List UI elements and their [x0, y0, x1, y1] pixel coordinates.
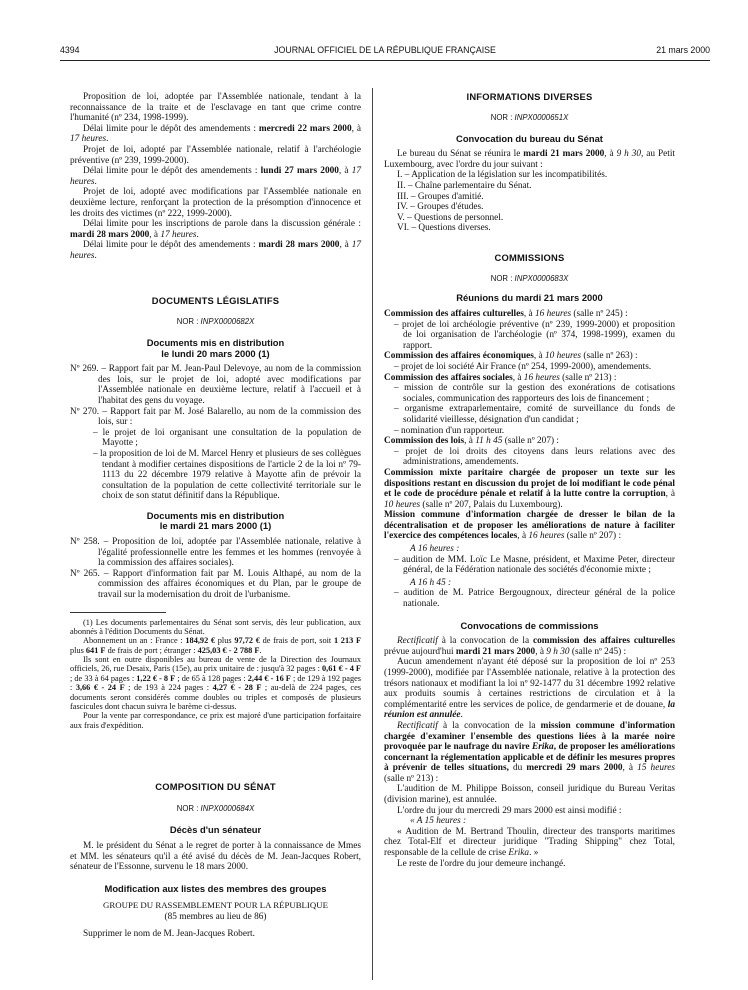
page-number: 4394: [60, 45, 80, 55]
body-paragraph: Aucun amendement n'ayant été déposé sur la proposition de loi nº 253 (1999-2000), modifiée par l'Assemblée nationale, relative à la protection des trésors nationaux et modifiant la loi nº 92-1477 du 31 décembre 1992 relative aux produits soumis à certaines restrictions de circulation et à la complémentarité entre les services de police, de gendarmerie et de douane, la réunion est annulée.: [384, 657, 675, 721]
body-paragraph: Supprimer le nom de M. Jean-Jacques Robert.: [83, 929, 255, 940]
section-title: COMPOSITION DU SÉNAT: [155, 781, 276, 792]
subsection-title: Modification aux listes des membres des groupes: [104, 882, 327, 894]
commission-entry: Commission mixte paritaire chargée de proposer un texte sur les dispositions restant en discussion du projet de loi modifiant le code pénal et le code de procédure pénale et relatif à la lutte contre la corruption, à 10 heures (salle nº 207, Palais du Luxembourg).: [384, 467, 675, 510]
document-item: Nº 269. – Rapport fait par M. Jean-Paul Delevoye, au nom de la commission des lois, sur le projet de loi, adopté avec modifications par l'Assemblée nationale en deuxième lecture, relatif à l'accueil et à l'habitat des gens du voyage.: [70, 364, 361, 406]
deadline-paragraph: Délai limite pour le dépôt des amendements : mardi 28 mars 2000, à 17 heures.: [70, 240, 361, 261]
subsection-title: Décès d'un sénateur: [169, 823, 262, 835]
list-item: I. – Application de la législation sur les incompatibilités.: [397, 170, 608, 181]
commission-entry: Commission des affaires sociales, à 16 heures (salle nº 213) :: [384, 372, 617, 383]
body-paragraph: « Audition de M. Bertrand Thoulin, directeur des transports maritimes chez Total-Elf et directeur juridique "Trading Shipping" chez Total, responsable de la cellule de crise Erika. »: [384, 826, 675, 859]
group-name: GROUPE DU RASSEMBLEMENT POUR LA RÉPUBLIQUE: [103, 900, 328, 911]
intro-paragraph: Proposition de loi, adoptée par l'Assemblée nationale, tendant à la reconnaissance de la traite et de l'esclavage en tant que crime contre l'humanité (nº 234, 1998-1999).: [70, 92, 361, 124]
list-item: – le projet de loi organisant une consultation de la population de Mayotte ;: [93, 427, 361, 449]
list-item: II. – Chaîne parlementaire du Sénat.: [397, 180, 532, 191]
footnote: (1) Les documents parlementaires du Sénat sont servis, dès leur publication, aux abonnés à l'édition Documents du Sénat. Abonnement un an : France : 184,92 € plus 97,72 € de frais de port, soit 1 213 F plus 641 F de frais de port ; étranger : 425,03 € - 2 788 F. Ils sont en outre disponibles au bureau de vente de la Direction des Journaux officiels, 26, rue Desaix, Paris (15e), au prix unitaire de : jusqu'à 32 pages : 0,61 € - 4 F ; de 33 à 64 pages : 1,22 € - 8 F ; de 65 à 128 pages : 2,44 € - 16 F ; de 129 à 192 pages : 3,66 € - 24 F ; de 193 à 224 pages : 4,27 € - 28 F ; au-delà de 224 pages, ces documents seront considérés comme doubles ou triples et composés de plusieurs fascicules dont chacun suivra le barème ci-dessus. Pour la vente par correspondance, ce prix est majoré d'une participation forfaitaire aux frais d'expédition.: [70, 617, 362, 730]
commission-entry: Commission des affaires économiques, à 10 heures (salle nº 263) :: [384, 351, 638, 362]
subsection-title: Documents mis en distribution le lundi 20 mars 2000 (1): [146, 337, 285, 359]
subsection-title: Réunions du mardi 21 mars 2000: [456, 292, 603, 304]
commission-entry: Commission des affaires culturelles, à 16 heures (salle nº 245) :: [384, 309, 628, 319]
list-item: – la proposition de loi de M. Marcel Henry et plusieurs de ses collègues tendant à modifier certaines dispositions de l'article 2 de la loi nº 79-1113 du 22 décembre 1979 relative à Mayotte afin de prévoir la consultation de la population de cette collectivité territoriale sur le choix de son statut définitif dans la République.: [93, 448, 361, 502]
list-item: V. – Questions de personnel.: [397, 212, 504, 223]
column-divider: [372, 88, 373, 980]
left-column: [70, 92, 361, 940]
document-item: Nº 258. – Proposition de loi, adoptée par l'Assemblée nationale, relative à l'égalité professionnelle entre les femmes et les hommes (renvoyée à la commission des affaires sociales).: [70, 536, 361, 569]
section-title: DOCUMENTS LÉGISLATIFS: [151, 294, 280, 306]
list-item: – projet de loi société Air France (nº 254, 1999-2000), amendements.: [394, 361, 652, 372]
agenda-list: [384, 170, 675, 234]
deadline-paragraph: Délai limite pour le dépôt des amendements : lundi 27 mars 2000, à 17 heures.: [70, 166, 361, 187]
list-item: – audition de M. Patrice Bergougnoux, directeur général de la police nationale.: [394, 588, 675, 610]
body-paragraph: L'ordre du jour du mercredi 29 mars 2000 est ainsi modifié :: [397, 805, 622, 816]
commission-entry: Mission commune d'information chargée de dresser le bilan de la décentralisation et de proposer les améliorations de nature à faciliter l'exercice des compétences locales, à 16 heures (salle nº 207) :: [384, 510, 675, 542]
nor-reference: NOR : INPX0000651X: [490, 112, 569, 122]
time-slot: A 16 heures :: [410, 544, 460, 555]
document-item: Nº 265. – Rapport d'information fait par M. Louis Althapé, au nom de la commission des affaires économiques et du Plan, par le groupe de travail sur la modernisation du droit de l'urbanisme.: [70, 568, 362, 600]
header-rule: [60, 60, 710, 61]
list-item: – organisme extraparlementaire, comité de surveillance du fonds de solidarité vieillesse, désignation d'un candidat ;: [394, 404, 675, 425]
list-item: – projet de loi droits des citoyens dans leurs relations avec des administrations, amendements.: [394, 446, 675, 468]
body-paragraph: Le reste de l'ordre du jour demeure inchangé.: [397, 858, 566, 869]
intro-paragraph: Projet de loi, adopté avec modifications par l'Assemblée nationale en deuxième lecture, renforçant la protection de la présomption d'innocence et les droits des victimes (nº 222, 1999-2000).: [70, 187, 361, 219]
section-title: COMMISSIONS: [494, 251, 565, 263]
nor-reference: NOR : INPX0000682X: [176, 317, 255, 327]
body-paragraph: L'audition de M. Philippe Boisson, conseil juridique du Bureau Veritas (division marine), est annulée.: [384, 784, 675, 806]
list-item: VI. – Questions diverses.: [397, 223, 491, 234]
time-slot: A 16 h 45 :: [410, 577, 452, 588]
deadline-paragraph: Délai limite pour les inscriptions de parole dans la discussion générale : mardi 28 mars 2000, à 17 heures.: [70, 219, 361, 240]
journal-title: JOURNAL OFFICIEL DE LA RÉPUBLIQUE FRANÇAISE: [274, 45, 496, 55]
list-item: III. – Groupes d'amitié.: [397, 191, 484, 202]
nor-reference: NOR : INPX0000684X: [176, 803, 255, 813]
subsection-title: Convocations de commissions: [460, 619, 599, 631]
list-item: – nomination d'un rapporteur.: [394, 425, 505, 436]
footnote-rule: [70, 612, 166, 613]
time-slot: « A 15 heures :: [410, 816, 467, 827]
issue-date: 21 mars 2000: [656, 45, 710, 55]
list-item: – audition de MM. Loïc Le Masne, président, et Maxime Peter, directeur général, de la Fédération nationale des sociétés d'économie mixte ;: [394, 554, 675, 576]
subsection-title: Convocation du bureau du Sénat: [456, 132, 603, 144]
document-item: Nº 270. – Rapport fait par M. José Balarello, au nom de la commission des lois, sur :: [70, 406, 361, 428]
list-item: – mission de contrôle sur la gestion des exonérations de cotisations sociales, communication des rapporteurs des lois de financement ;: [394, 383, 675, 404]
section-title: INFORMATIONS DIVERSES: [466, 91, 593, 102]
right-column: [384, 92, 675, 869]
body-paragraph: M. le président du Sénat a le regret de porter à la connaissance de Mmes et MM. les sénateurs qu'il a été avisé du décès de M. Jean-Jacques Robert, sénateur de l'Essonne, survenu le 18 mars 2000.: [70, 841, 361, 873]
rectificatif-paragraph: Rectificatif à la convocation de la commission des affaires culturelles prévue aujourd'hui mardi 21 mars 2000, à 9 h 30 (salle nº 245) :: [384, 636, 675, 657]
rectificatif-paragraph: Rectificatif à la convocation de la mission commune d'information chargée d'examiner l'ensemble des questions liées à la marée noire provoquée par le naufrage du navire Erika, de proposer les améliorations concernant la réglementation applicable et de définir les mesures propres à prévenir de telles situations, du mercredi 29 mars 2000, à 15 heures (salle nº 213) :: [384, 720, 675, 784]
list-item: IV. – Groupes d'études.: [397, 202, 484, 213]
list-item: – projet de loi archéologie préventive (nº 239, 1999-2000) et proposition de loi organisation de l'archéologie (nº 374, 1998-1999), examen du rapport.: [394, 319, 675, 351]
nor-reference: NOR : INPX0000683X: [490, 273, 569, 283]
commission-entry: Commission des lois, à 11 h 45 (salle nº 207) :: [384, 436, 559, 447]
group-count: (85 membres au lieu de 86): [164, 912, 267, 923]
deadline-paragraph: Délai limite pour le dépôt des amendements : mercredi 22 mars 2000, à 17 heures.: [70, 123, 361, 145]
body-paragraph: Le bureau du Sénat se réunira le mardi 21 mars 2000, à 9 h 30, au Petit Luxembourg, avec l'ordre du jour suivant :: [384, 149, 675, 170]
page-header: [60, 45, 710, 59]
intro-paragraph: Projet de loi, adopté par l'Assemblée nationale, relatif à l'archéologie préventive (nº 239, 1999-2000).: [70, 144, 361, 166]
subsection-title: Documents mis en distribution le mardi 21 mars 2000 (1): [146, 509, 285, 532]
